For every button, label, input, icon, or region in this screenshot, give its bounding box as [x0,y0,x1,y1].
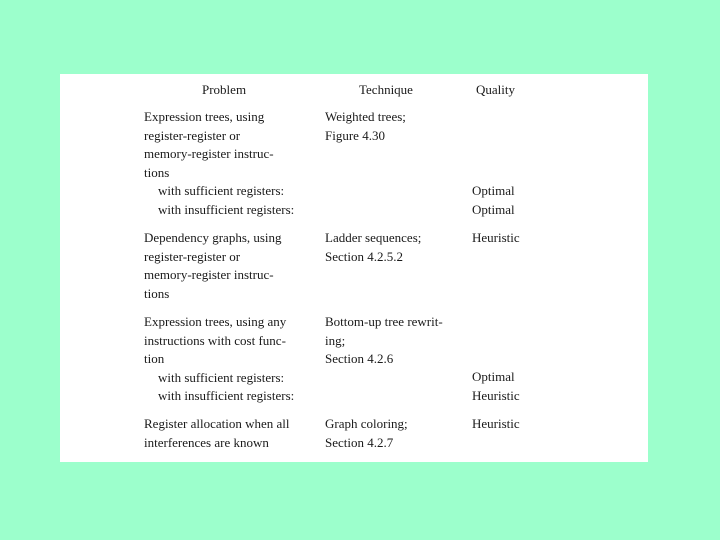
row-3-technique-line: Bottom-up tree rewrit- [325,314,443,329]
row-3-problem-line: tion [144,351,165,366]
row-3-problem [144,313,294,406]
row-1-problem-line: with sufficient registers: [158,183,285,198]
row-1-problem-line: register-register or [144,127,241,143]
row-1-problem-line: Expression trees, using [144,109,265,124]
row-1-quality-line: Optimal [472,183,515,198]
row-2-problem-line: memory-register instruc- [144,267,274,282]
row-3-problem-line: instructions with cost func- [144,332,286,348]
row-4-technique-line: Graph coloring; [325,416,408,431]
row-3-quality-line: Optimal [472,369,515,384]
header-quality: Quality [476,82,515,97]
comparison-table [60,74,648,462]
row-3-technique-line: Section 4.2.6 [325,351,394,366]
row-2-problem-line: Dependency graphs, using [144,230,282,245]
row-1-quality-line: Optimal [472,201,515,217]
row-3-quality-line: Heuristic [472,387,520,403]
row-2-technique-line: Ladder sequences; [325,230,422,245]
row-1-problem [144,108,294,219]
row-2-technique [325,229,421,266]
row-1-technique-line: Figure 4.30 [325,127,385,143]
row-1-technique-line: Weighted trees; [325,109,406,124]
row-3-problem-line: with insufficient registers: [158,388,295,403]
header-technique: Technique [359,82,413,97]
row-1-problem-line: tions [144,164,170,180]
row-2-problem [144,229,282,303]
row-1-quality [472,182,515,219]
row-1-problem-line: memory-register instruc- [144,146,274,161]
row-1-technique [325,108,406,145]
row-4-problem [144,415,289,452]
row-4-problem-line: Register allocation when all [144,416,290,431]
row-4-problem-line: interferences are known [144,434,269,450]
row-2-quality [472,229,520,248]
row-3-problem-line: with sufficient registers: [158,369,285,385]
row-4-quality [472,415,520,434]
row-3-quality [472,368,520,405]
row-4-technique [325,415,408,452]
row-3-technique [325,313,443,369]
row-2-technique-line: Section 4.2.5.2 [325,248,403,264]
row-4-quality-line: Heuristic [472,416,520,431]
row-2-quality-line: Heuristic [472,230,520,245]
row-3-problem-line: Expression trees, using any [144,314,287,329]
row-3-technique-line: ing; [325,332,346,348]
row-2-problem-line: register-register or [144,248,241,264]
row-2-problem-line: tions [144,285,170,301]
row-4-technique-line: Section 4.2.7 [325,434,394,450]
row-1-problem-line: with insufficient registers: [158,201,295,217]
header-problem: Problem [202,82,247,97]
